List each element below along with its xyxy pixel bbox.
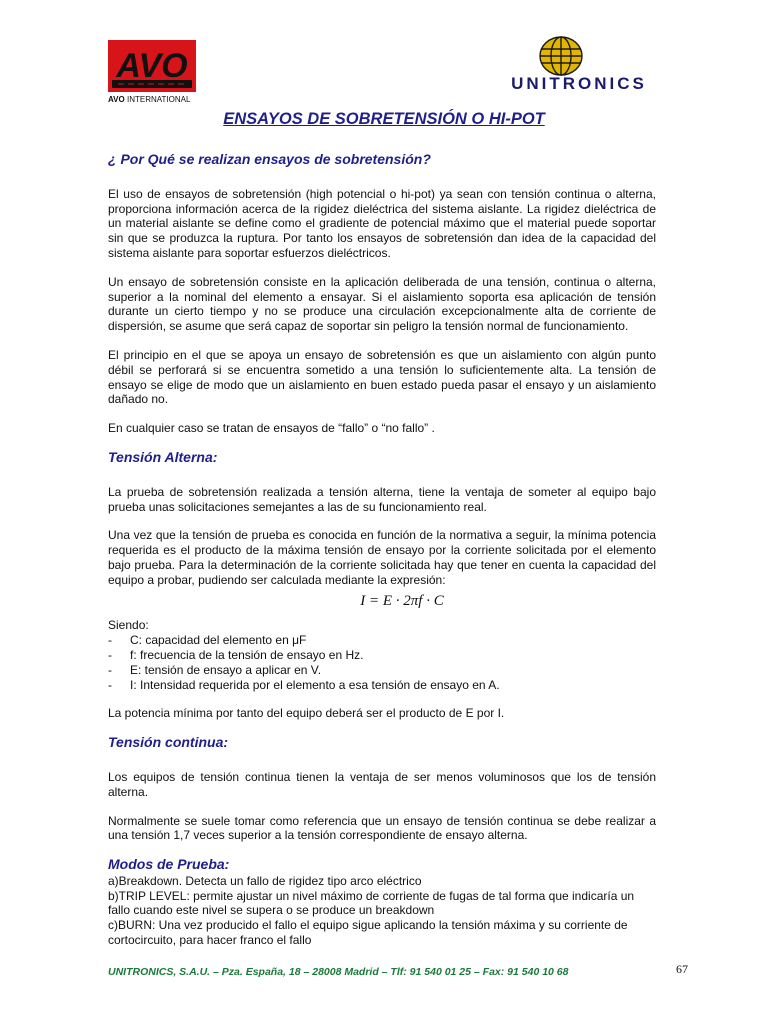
paragraph: La potencia mínima por tanto del equipo deberá ser el producto de E por I. [108,706,505,721]
paragraph: Una vez que la tensión de prueba es conocida en función de la normativa a seguir, la mínima potencia requerida es el producto de la máxima tensión de ensayo por la corriente solicitada por el elemento bajo prueba. Para la determinación de la corriente solicitada hay que tener en cuenta la capacidad del equipo a probar, pudiendo ser calculada mediante la expresión: [108,528,656,587]
section-heading-tension-continua: Tensión continua: [108,734,229,751]
formula: I = E · 2πf · C [360,592,444,609]
list-item: - I: Intensidad requerida por el elemento a esa tensión de ensayo en A. [108,678,656,693]
page-number: 67 [676,962,688,976]
paragraph: La prueba de sobretensión realizada a tensión alterna, tiene la ventaja de someter al equipo bajo prueba unas solicitaciones semejantes a las de su funcionamiento real. [108,484,656,514]
paragraph: Un ensayo de sobretensión consiste en la aplicación deliberada de una tensión, continua o alterna, superior a la nominal del elemento a ensayar. Si el aislamiento soporta esa aplicación de tensión durante un cierto tiempo y no se produce una circulación excepcionalmente alta de corriente de dispersión, se asume que será capaz de soportar sin peligro la tensión normal de funcionamiento. [108,274,656,334]
document-body [108,152,656,948]
section-heading-por-que: ¿ Por Qué se realizan ensayos de sobretensión? [108,151,431,167]
section-heading-tension-alterna: Tensión Alterna: [108,448,218,465]
siendo-label: Siendo: [108,618,149,633]
page-title: ENSAYOS DE SOBRETENSIÓN O HI-POT [223,110,545,128]
avo-logo [108,40,198,92]
paragraph: El principio en el que se apoya un ensayo de sobretensión es que un aislamiento con algún punto débil se perforará si se encuentra sometido a una tensión lo suficientemente alta. La tensión de ensayo se elige de modo que un aislamiento en buen estado pueda pasar el ensayo y un aislamiento dañado no. [108,347,656,407]
list-item: - C: capacidad del elemento en μF [108,633,656,648]
paragraph: Normalmente se suele tomar como referencia que un ensayo de tensión continua se debe realizar a una tensión 1,7 veces superior a la tensión correspondiente de ensayo alterna. [108,813,656,843]
list-item: c)BURN: Una vez producido el fallo el equipo sigue aplicando la tensión máxima y su corriente de cortocircuito, para hacer franco el fallo [108,918,628,948]
section-heading-modos-de-prueba: Modos de Prueba: [108,856,230,873]
avo-logo-text: AVO [116,47,188,85]
unitronics-globe-icon [538,35,584,77]
unitronics-logo-text: UNITRONICS [511,74,647,92]
list-item: a)Breakdown. Detecta un fallo de rigidez tipo arco eléctrico [108,873,422,888]
paragraph: En cualquier caso se tratan de ensayos de “fallo” o “no fallo” . [108,421,435,436]
list-item: - f: frecuencia de la tensión de ensayo en Hz. [108,648,656,663]
avo-caption: AVO INTERNATIONAL [108,95,191,104]
paragraph: El uso de ensayos de sobretensión (high potencial o hi-pot) ya sean con tensión continua o alterna, proporciona información acerca de la rigidez dieléctrica del sistema aislante. La rigidez dieléctrica de un material aislante se define como el gradiente de potencial máximo que el material puede soportar sin que se produzca la ruptura. Por tanto los ensayos de sobretensión dan idea de la capacidad del sistema aislante para soportar esfuerzos dieléctricos. [108,186,656,260]
list-item: b)TRIP LEVEL: permite ajustar un nivel máximo de corriente de fugas de tal forma que indicaría un fallo cuando este nivel se supera o se produce un breakdown [108,888,635,918]
unitronics-wordmark [496,74,662,92]
list-item: - E: tensión de ensayo a aplicar en V. [108,663,656,678]
modos-list [108,874,656,948]
footer-contact: UNITRONICS, S.A.U. – Pza. España, 18 – 28008 Madrid – Tlf: 91 540 01 25 – Fax: 91 540 10 68 [108,966,569,978]
variable-list [108,633,656,692]
paragraph: Los equipos de tensión continua tienen la ventaja de ser menos voluminosos que los de tensión alterna. [108,769,656,799]
